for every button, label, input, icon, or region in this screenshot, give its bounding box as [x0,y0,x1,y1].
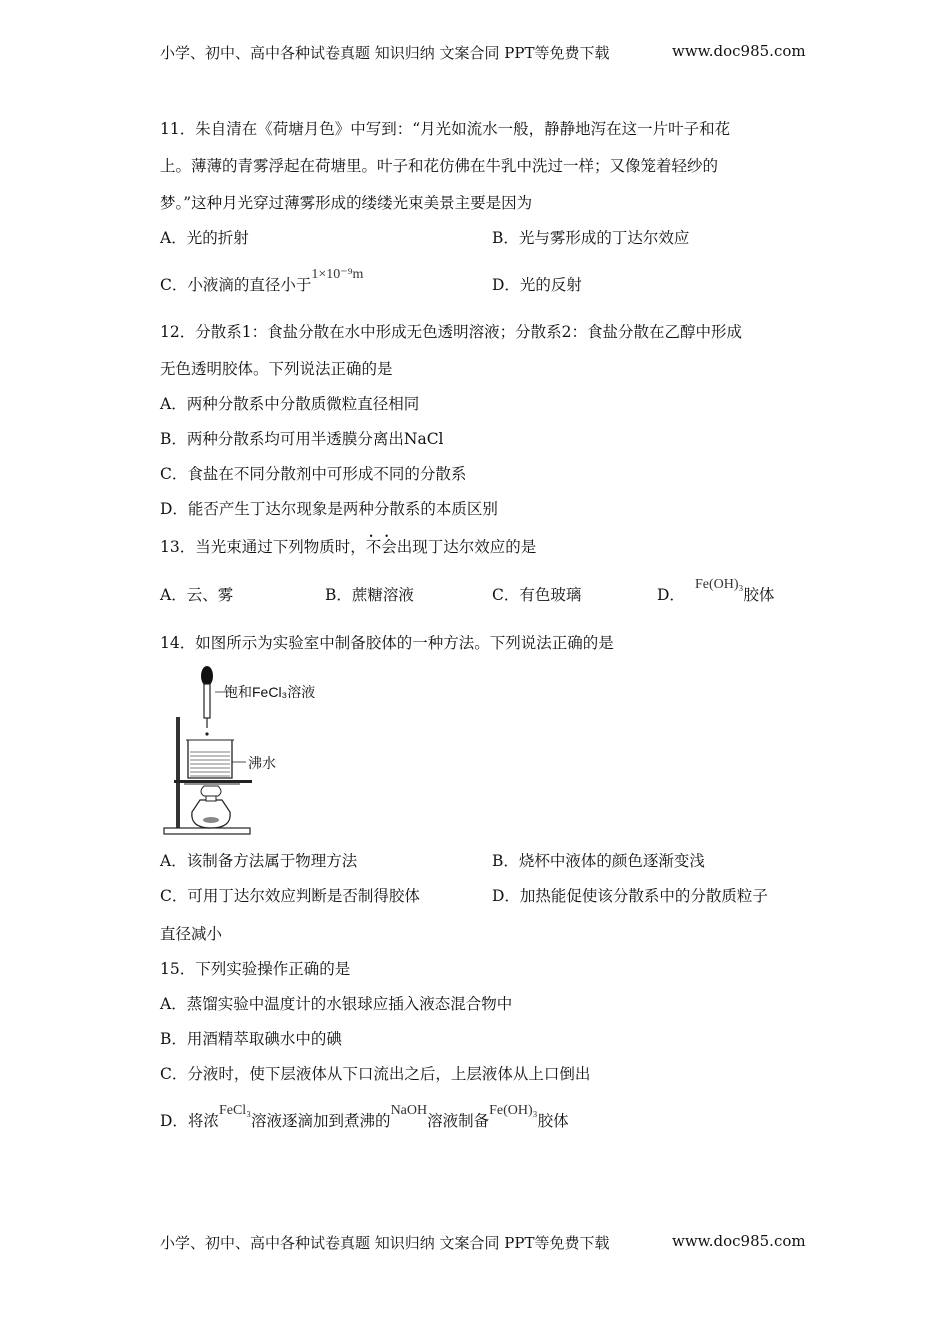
q15-d-math2: NaOH [390,1103,428,1118]
q15-option-b[interactable]: B．用酒精萃取碘水中的碘 [160,1030,342,1048]
figure-label-boiling-water: 沸水 [248,755,276,771]
q12-option-a[interactable]: A．两种分散系中分散质微粒直径相同 [160,395,420,413]
q15-d-part2: 溶液逐滴加到煮沸的 [251,1112,391,1130]
q11-option-c-math: 1×10⁻⁹m [311,267,364,282]
q14-option-d[interactable]: D．加热能促使该分散系中的分散质粒子 [492,887,768,905]
stand-rod-icon [176,717,180,832]
q14-option-c[interactable]: C．可用丁达尔效应判断是否制得胶体 [160,887,420,905]
drop-icon [205,732,208,735]
footer-left-text: 小学、初中、高中各种试卷真题 知识归纳 文案合同 PPT等免费下载 [160,1234,610,1252]
q13-option-d-tail: 胶体 [743,586,775,604]
q13-emphasis-1: 不 [365,538,382,556]
q15-option-c[interactable]: C．分液时，使下层液体从下口流出之后，上层液体从上口倒出 [160,1065,591,1083]
q13-option-d-prefix: D． [657,586,685,604]
q12-option-b[interactable]: B．两种分散系均可用半透膜分离出NaCl [160,430,444,448]
q15-d-part1: D．将浓 [160,1112,219,1130]
q11-line1: 11．朱自清在《荷塘月色》中写到：“月光如流水一般，静静地泻在这一片叶子和花 [160,120,731,138]
stand-base-icon [164,828,250,834]
flame-icon [201,786,221,796]
dropper-bulb-icon [201,666,213,686]
q12-line2: 无色透明胶体。下列说法正确的是 [160,360,393,378]
q12-option-d[interactable]: D．能否产生丁达尔现象是两种分散系的本质区别 [160,500,498,518]
q11-option-c[interactable] [160,267,364,298]
header-left-text: 小学、初中、高中各种试卷真题 知识归纳 文案合同 PPT等免费下载 [160,44,610,62]
q13-option-d-math: Fe(OH)₃ [694,577,744,592]
header-link[interactable]: www.doc985.com [672,42,806,60]
q14-stem: 14．如图所示为实验室中制备胶体的一种方法。下列说法正确的是 [160,634,614,652]
q13-option-d[interactable] [657,577,775,608]
ring-clamp-icon [174,780,252,783]
q15-d-math1: FeCl₃ [218,1103,252,1118]
dropper-tube-icon [204,684,210,718]
q14-apparatus-figure [160,662,340,842]
q13-emphasis-2: 会 [381,538,397,556]
figure-label-fecl3: 饱和FeCl₃溶液 [224,684,316,700]
q12-line1: 12．分散系1：食盐分散在水中形成无色透明溶液；分散系2：食盐分散在乙醇中形成 [160,323,742,341]
q14-option-a[interactable]: A．该制备方法属于物理方法 [160,852,358,870]
q13-stem-b: 出现丁达尔效应的是 [396,538,537,556]
q13-option-c[interactable]: C．有色玻璃 [492,586,582,604]
q13-stem-a: 13．当光束通过下列物质时， [160,538,366,556]
q11-line2: 上。薄薄的青雾浮起在荷塘里。叶子和花仿佛在牛乳中洗过一样；又像笼着轻纱的 [160,157,719,175]
q13-stem [160,536,536,558]
q11-option-b[interactable]: B．光与雾形成的丁达尔效应 [492,229,690,247]
q11-option-c-text: C．小液滴的直径小于 [160,276,312,294]
q15-option-a[interactable]: A．蒸馏实验中温度计的水银球应插入液态混合物中 [160,995,513,1013]
alcohol-lamp-icon [192,800,230,828]
footer-link[interactable]: www.doc985.com [672,1232,806,1250]
q14-option-b[interactable]: B．烧杯中液体的颜色逐渐变浅 [492,852,705,870]
q13-option-a[interactable]: A．云、雾 [160,586,234,604]
q15-d-math3: Fe(OH)₃ [489,1103,538,1118]
q13-option-b[interactable]: B．蔗糖溶液 [325,586,414,604]
q15-d-part3: 溶液制备 [427,1112,490,1130]
q14-option-d-continued: 直径减小 [160,925,223,943]
q15-option-d[interactable] [160,1103,569,1134]
q12-option-c[interactable]: C．食盐在不同分散剂中可形成不同的分散系 [160,465,467,483]
q11-line3: 梦。”这种月光穿过薄雾形成的缕缕光束美景主要是因为 [160,194,533,212]
q15-d-part4: 胶体 [537,1112,569,1130]
q11-option-d[interactable]: D．光的反射 [492,276,582,294]
q11-option-a[interactable]: A．光的折射 [160,229,249,247]
q15-stem: 15．下列实验操作正确的是 [160,960,351,978]
